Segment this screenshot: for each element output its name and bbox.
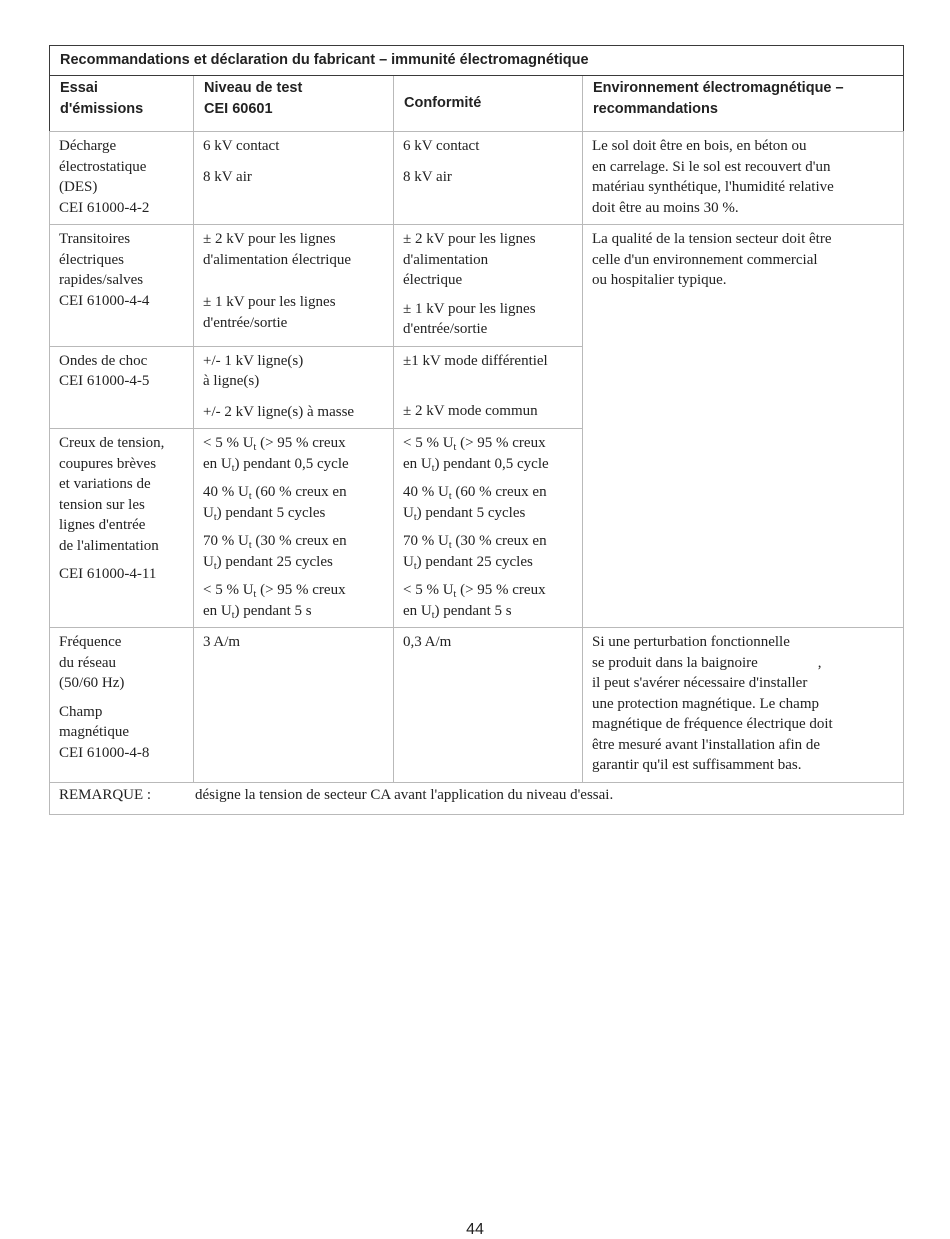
- esd-environment: Le sol doit être en bois, en béton ou en carrelage. Si le sol est recouvert d'un matériau synthétique, l'humidité relative doit être au moins 30 %.: [583, 132, 904, 225]
- eft-compliance: ± 2 kV pour les lignes d'alimentation électrique ± 1 kV pour les lignes d'entrée/sortie: [394, 225, 583, 347]
- page-number: 44: [466, 1221, 484, 1238]
- surge-test: Ondes de choc CEI 61000-4-5: [50, 346, 194, 429]
- esd-test: Décharge électrostatique (DES) CEI 61000-4-2: [50, 132, 194, 225]
- note: [50, 782, 904, 814]
- header-compliance: Conformité: [394, 76, 583, 132]
- eft-level: ± 2 kV pour les lignes d'alimentation électrique ± 1 kV pour les lignes d'entrée/sortie: [194, 225, 394, 347]
- magnetic-compliance: 0,3 A/m: [394, 628, 583, 783]
- note-text: désigne la tension de secteur CA avant l'application du niveau d'essai.: [195, 786, 614, 803]
- header-level: Niveau de test CEI 60601: [194, 76, 394, 132]
- header-environment: Environnement électromagnétique – recommandations: [583, 76, 904, 132]
- immunity-table: [49, 45, 904, 815]
- table-row-magnetic: [50, 628, 904, 783]
- table-row-esd: [50, 132, 904, 225]
- esd-compliance: 6 kV contact 8 kV air: [394, 132, 583, 225]
- power-quality-environment: La qualité de la tension secteur doit être celle d'un environnement commercial ou hospitalier typique.: [583, 225, 904, 628]
- magnetic-environment: Si une perturbation fonctionnelle se produit dans la baignoire , il peut s'avérer nécessaire d'installer une protection magnétique. Le champ magnétique de fréquence électrique doit être mesuré avant l'installation afin de garantir qu'il est suffisamment bas.: [583, 628, 904, 783]
- note-label: REMARQUE :: [59, 786, 152, 803]
- eft-test: Transitoires électriques rapides/salves CEI 61000-4-4: [50, 225, 194, 347]
- magnetic-level: 3 A/m: [194, 628, 394, 783]
- esd-level: 6 kV contact 8 kV air: [194, 132, 394, 225]
- table-title: Recommandations et déclaration du fabricant – immunité électromagnétique: [50, 46, 904, 76]
- dips-test: Creux de tension, coupures brèves et variations de tension sur les lignes d'entrée de l'alimentation CEI 61000-4-11: [50, 429, 194, 628]
- dips-compliance: < 5 % $U_t$ (> 95 % creux en $U_t$) pendant 0,5 cycle 40 % $U_t$ (60 % creux en $U_t$) pendant 5 cycles 70 % $U_t$ (30 % creux en $U_t$) pendant 25 cycles < 5 % $U_t$ (> 95 % creux en $U_t$) pendant 5 s: [394, 429, 583, 628]
- dips-level: < 5 % $U_t$ (> 95 % creux en $U_t$) pendant 0,5 cycle 40 % $U_t$ (60 % creux en $U_t$) pendant 5 cycles 70 % $U_t$ (30 % creux en $U_t$) pendant 25 cycles < 5 % $U_t$ (> 95 % creux en $U_t$) pendant 5 s: [194, 429, 394, 628]
- magnetic-test: Fréquence du réseau (50/60 Hz) Champ magnétique CEI 61000-4-8: [50, 628, 194, 783]
- note-row: [50, 782, 904, 814]
- header-test: Essai d'émissions: [50, 76, 194, 132]
- surge-compliance: ±1 kV mode différentiel ± 2 kV mode commun: [394, 346, 583, 429]
- surge-level: +/- 1 kV ligne(s) à ligne(s) +/- 2 kV ligne(s) à masse: [194, 346, 394, 429]
- table-row-eft: [50, 225, 904, 347]
- header-row: [50, 76, 904, 132]
